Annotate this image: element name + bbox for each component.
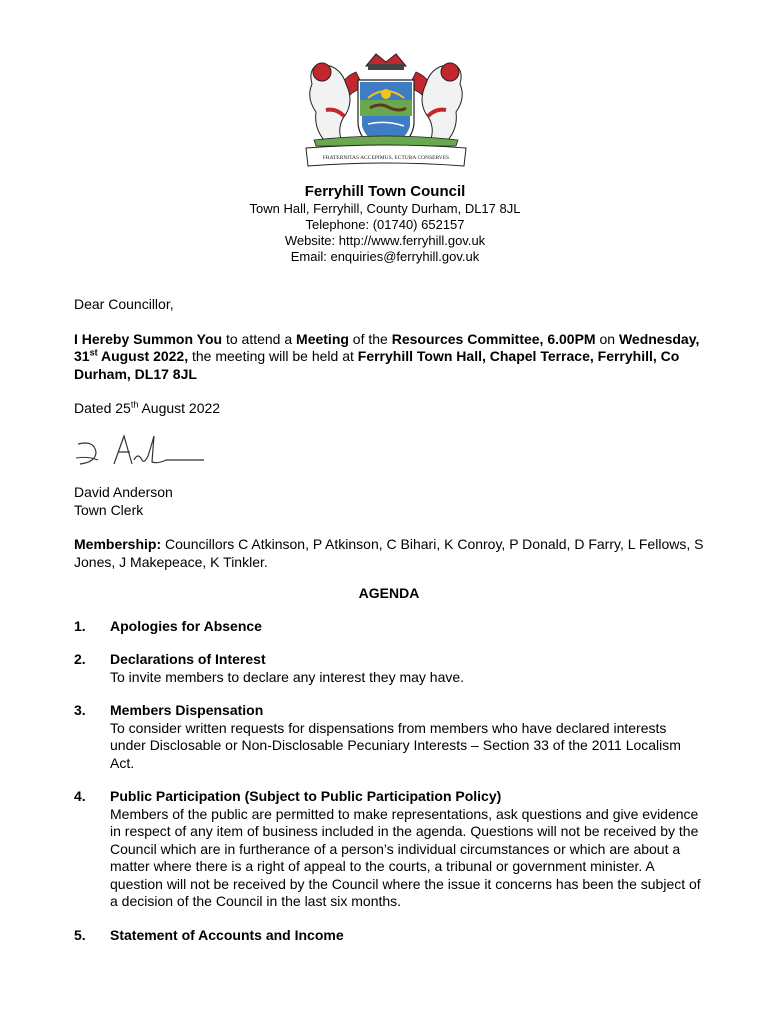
agenda-heading: AGENDA <box>358 585 420 601</box>
motto-text: FRATERNITAS ACCEPIMUS, ECTURA CONSERVES <box>322 155 450 161</box>
agenda-item <box>74 618 704 636</box>
handwritten-signature <box>74 430 214 472</box>
summons-text: the meeting will be held at <box>188 348 358 364</box>
agenda-item-number: 5. <box>74 926 86 943</box>
agenda-item <box>74 702 704 772</box>
summons-bold: Resources Committee, 6.00PM <box>391 330 596 347</box>
summons-text: to attend a <box>222 330 297 347</box>
summons-paragraph <box>74 331 704 384</box>
agenda-item-text: To consider written requests for dispensations from members who have declared interests under Disclosable or Non-Disclosable Pecuniary Interests – Section 33 of the 2011 Localism Act. <box>110 719 681 771</box>
summons-bold: Ferryhill Town Hall, Chapel Terrace, Ferryhill, Co Durham, DL17 8JL <box>74 348 680 382</box>
membership-label: Membership: <box>74 536 162 552</box>
agenda-item-text: Members of the public are permitted to make representations, ask questions and give evidence in respect of any item of business included in the agenda. Questions will not be received by the Council which are in furtherance of a person’s individual circumstances or which are about a matter where there is a right of appeal to the courts, a tribunal or government minister. A question will not be received by the Council where the issue it concerns has been the subject of a decision of the Council in the last six months. <box>110 805 701 909</box>
council-telephone: Telephone: (01740) 652157 <box>305 217 465 232</box>
agenda-item-title: Declarations of Interest <box>110 651 266 667</box>
agenda-item <box>74 927 704 945</box>
summons-bold: Meeting <box>296 330 349 347</box>
summons-bold: Wednesday, 31 <box>74 330 700 364</box>
letter-body <box>74 296 704 944</box>
signer-title: Town Clerk <box>74 501 144 518</box>
signer-name: David Anderson <box>74 484 173 500</box>
letterhead <box>0 183 770 265</box>
dated-line <box>74 400 704 418</box>
greeting: Dear Councillor, <box>74 296 174 312</box>
agenda-item-title: Statement of Accounts and Income <box>110 926 344 943</box>
council-email[interactable]: Email: enquiries@ferryhill.gov.uk <box>290 249 480 264</box>
summons-text: of the <box>348 330 392 347</box>
agenda-item-number: 2. <box>74 651 86 667</box>
council-name: Ferryhill Town Council <box>304 183 466 200</box>
agenda-item <box>74 788 704 911</box>
council-website[interactable]: Website: http://www.ferryhill.gov.uk <box>284 233 486 248</box>
dated-text: August 2022 <box>138 400 221 416</box>
agenda-item-title: Apologies for Absence <box>110 617 262 634</box>
council-coat-of-arms <box>296 50 476 172</box>
summons-text: on <box>595 330 619 347</box>
council-address: Town Hall, Ferryhill, County Durham, DL17 8JL <box>249 201 521 216</box>
agenda-item-number: 1. <box>74 617 86 634</box>
agenda-item-text: To invite members to declare any interest they may have. <box>110 668 465 685</box>
summons-bold: st <box>89 347 98 358</box>
agenda-item-title: Public Participation (Subject to Public Participation Policy) <box>110 788 502 804</box>
agenda-item-number: 4. <box>74 788 86 804</box>
dated-sup: th <box>130 399 139 410</box>
agenda-item-title: Members Dispensation <box>110 702 264 718</box>
membership-list: Councillors C Atkinson, P Atkinson, C Bihari, K Conroy, P Donald, D Farry, L Fellows, S Jones, J Makepeace, K Tinkler. <box>74 536 704 570</box>
summons-bold: I Hereby Summon You <box>74 330 223 347</box>
agenda-item-number: 3. <box>74 702 86 718</box>
dated-text: Dated 25 <box>74 400 131 416</box>
membership-paragraph <box>74 536 704 571</box>
summons-bold: August 2022, <box>97 348 189 364</box>
agenda-item <box>74 651 704 686</box>
